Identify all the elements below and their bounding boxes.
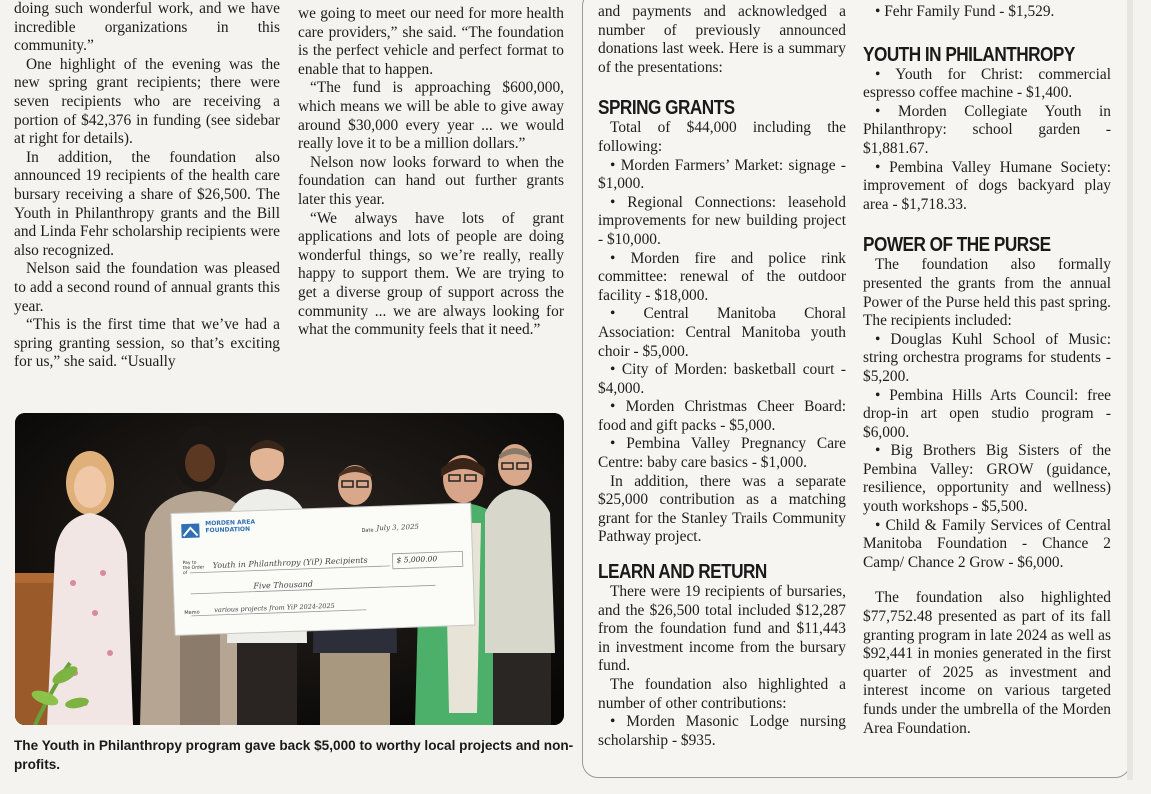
purse-item: • Pembina Hills Arts Council: free drop-in art open studio program - $6,000.: [863, 386, 1111, 441]
spring-grant-item: • Pembina Valley Pregnancy Care Centre: baby care basics - $1,000.: [598, 435, 846, 472]
fehr-fund-item: • Fehr Family Fund - $1,529.: [875, 3, 1055, 20]
purse-item: • Big Brothers Big Sisters of the Pembina Valley: GROW (guidance, resilience, opportunity and wellness) youth workshops - $5,500.: [863, 442, 1111, 516]
spring-grant-item: • Central Manitoba Choral Association: Central Manitoba youth choir - $5,000.: [598, 305, 846, 360]
photo-caption: The Youth in Philanthropy program gave back $5,000 to worthy local projects and non-profits.: [14, 738, 574, 772]
spring-grant-item: • Morden Christmas Cheer Board: food and gift packs - $5,000.: [598, 398, 846, 434]
learn-return-paragraph: The foundation also highlighted a number of other contributions:: [598, 676, 846, 712]
sidebar-column-1: [598, 3, 846, 750]
purse-item: • Douglas Kuhl School of Music: string orchestra programs for students - $5,200.: [863, 330, 1111, 385]
cheque-amount: $ 5,000.00: [396, 554, 438, 565]
spring-grant-item: • Morden Farmers’ Market: signage - $1,000.: [598, 156, 846, 193]
spring-grants-intro: Total of $44,000 including the following:: [598, 119, 846, 155]
spring-grants-heading: SPRING GRANTS: [598, 97, 735, 120]
spring-grant-item: • City of Morden: basketball court - $4,000.: [598, 361, 846, 397]
learn-return-item: • Morden Masonic Lodge nursing scholarship - $935.: [598, 713, 846, 749]
youth-item: • Pembina Valley Humane Society: improvement of dogs backyard play area - $1,718.33.: [863, 158, 1111, 213]
article-column-2: [298, 5, 564, 340]
group-photo: [15, 413, 564, 725]
cheque-org-line2: FOUNDATION: [205, 525, 251, 535]
article-paragraph: “This is the first time that we’ve had a spring granting session, so that’s exciting for us,” she said. “Usually: [14, 316, 280, 371]
article-paragraph: “We always have lots of grant applications and lots of people are doing wonderful things, so we’re really, really happy to support them. We are trying to get a diverse group of support across the community ... we are always looking for what the community feels that it need.”: [298, 209, 564, 339]
cheque-pay-label: Pay to the Order of: [182, 560, 205, 577]
sidebar-intro: and payments and acknowledged a number of previously announced donations last week. Here is a summary of the presentations:: [598, 3, 846, 76]
cheque-memo-label: Memo: [184, 609, 200, 617]
cheque-text: [171, 503, 475, 635]
purse-heading: POWER OF THE PURSE: [863, 234, 1051, 257]
cheque-memo: various projects from YiP 2024-2025: [214, 601, 335, 615]
youth-heading: YOUTH IN PHILANTHROPY: [863, 43, 1075, 66]
learn-return-heading: LEARN AND RETURN: [598, 561, 767, 584]
purse-outro: The foundation also highlighted $77,752.48 presented as part of its fall granting program in late 2024 as well as $92,441 in monies generated in the first quarter of 2025 as investment and interest income on various targeted funds under the umbrella of the Morden Area Foundation.: [863, 589, 1111, 737]
cheque-org-line1: MORDEN AREA: [205, 518, 256, 528]
sidebar-column-2: [863, 3, 1111, 738]
youth-item: • Morden Collegiate Youth in Philanthropy: school garden - $1,881.67.: [863, 102, 1111, 157]
learn-return-paragraph: There were 19 recipients of bursaries, and the $26,500 total included $12,287 from the foundation fund and $11,443 in investment income from the bursary fund.: [598, 583, 846, 675]
cheque-amount-words: Five Thousand: [253, 579, 314, 591]
article-column-1: [14, 0, 280, 372]
article-paragraph: “The fund is approaching $600,000, which means we will be able to give away around $30,000 every year ... we would really love it to be a million dollars.”: [298, 79, 564, 153]
cheque-date-label: Date: [361, 527, 374, 534]
spring-grants-outro: In addition, there was a separate $25,000 contribution as a matching grant for the Stanley Trails Community Pathway project.: [598, 472, 846, 546]
article-paragraph: In addition, the foundation also announced 19 recipients of the health care bursary receiving a share of $26,500. The Youth in Philanthropy grants and the Bill and Linda Fehr scholarship recipients were also recognized.: [14, 148, 280, 259]
cheque-date: July 3, 2025: [376, 522, 420, 533]
spring-grant-item: • Morden fire and police rink committee: renewal of the outdoor facility - $18,000.: [598, 249, 846, 304]
spring-grant-item: • Regional Connections: leasehold improvements for new building project - $10,000.: [598, 193, 846, 248]
article-paragraph: doing such wonderful work, and we have incredible organizations in this community.”: [14, 0, 280, 55]
article-paragraph: One highlight of the evening was the new spring grant recipients; there were seven recipients who are receiving a portion of $42,376 in funding (see sidebar at right for details).: [14, 55, 280, 148]
article-paragraph: Nelson now looks forward to when the foundation can hand out further grants later this year.: [298, 153, 564, 208]
article-paragraph: we going to meet our need for more health care providers,” she said. “The foundation is the perfect vehicle and perfect format to enable that to happen.: [298, 5, 564, 78]
article-paragraph: Nelson said the foundation was pleased to add a second round of annual grants this year.: [14, 260, 280, 315]
purse-item: • Child & Family Services of Central Manitoba Foundation - Chance 2 Camp/ Chance 2 Grow - $6,000.: [863, 516, 1111, 571]
purse-intro: The foundation also formally presented the grants from the annual Power of the Purse held this past spring. The recipients included:: [863, 256, 1111, 330]
youth-item: • Youth for Christ: commercial espresso coffee machine - $1,400.: [863, 65, 1111, 102]
sidebar-edge-shadow: [1127, 0, 1133, 780]
cheque-payee: Youth in Philanthropy (YiP) Recipients: [212, 555, 368, 571]
